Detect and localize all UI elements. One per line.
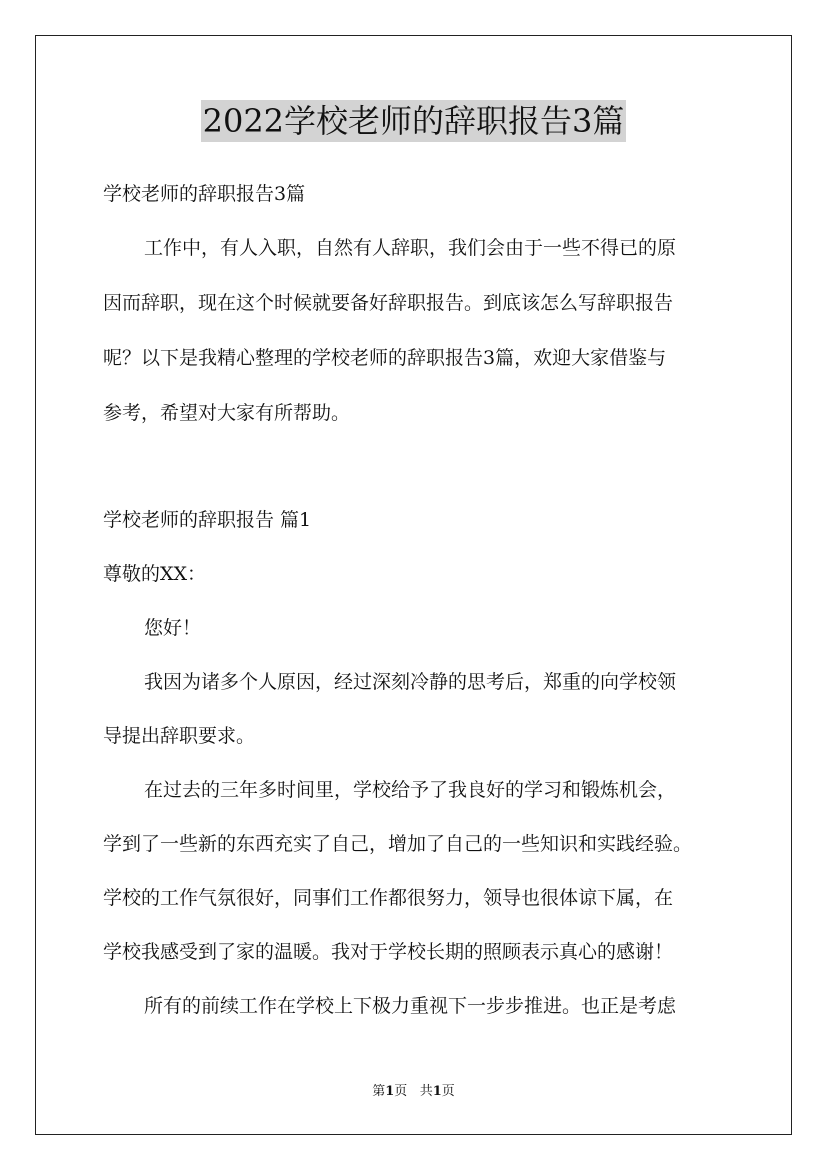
- page-footer: [0, 1083, 827, 1101]
- intro-line-1: 工作中，有人入职，自然有人辞职，我们会由于一些不得已的原: [144, 237, 677, 259]
- body-line-2: 导提出辞职要求。: [103, 725, 256, 747]
- body-line-7: 所有的前续工作在学校上下极力重视下一步步推进。也正是考虑: [144, 995, 677, 1017]
- page-total: 1: [432, 1084, 442, 1099]
- body-line-1: 我因为诸多个人原因，经过深刻冷静的思考后，郑重的向学校领: [144, 671, 677, 693]
- document-subtitle: 学校老师的辞职报告3篇: [103, 183, 306, 205]
- title-wrapper: [0, 100, 827, 142]
- intro-line-2: 因而辞职，现在这个时候就要备好辞职报告。到底该怎么写辞职报告: [103, 292, 674, 314]
- greeting: 您好！: [144, 617, 202, 639]
- page-suffix: 页: [394, 1084, 408, 1099]
- section-heading: 学校老师的辞职报告 篇1: [103, 509, 312, 531]
- body-line-5: 学校的工作气氛很好，同事们工作都很努力，领导也很体谅下属，在: [103, 887, 674, 909]
- intro-line-3: 呢？以下是我精心整理的学校老师的辞职报告3篇，欢迎大家借鉴与: [103, 347, 667, 369]
- intro-line-4: 参考，希望对大家有所帮助。: [103, 402, 351, 424]
- document-title: 2022学校老师的辞职报告3篇: [202, 102, 625, 140]
- page-prefix: 第: [372, 1084, 386, 1099]
- total-suffix: 页: [441, 1084, 455, 1099]
- total-prefix: 共: [419, 1084, 433, 1099]
- body-line-3: 在过去的三年多时间里，学校给予了我良好的学习和锻炼机会，: [144, 779, 677, 801]
- salutation: 尊敬的XX：: [103, 563, 207, 585]
- body-line-4: 学到了一些新的东西充实了自己，增加了自己的一些知识和实践经验。: [103, 833, 693, 855]
- page-current: 1: [385, 1084, 395, 1099]
- body-line-6: 学校我感受到了家的温暖。我对于学校长期的照顾表示真心的感谢！: [103, 941, 674, 963]
